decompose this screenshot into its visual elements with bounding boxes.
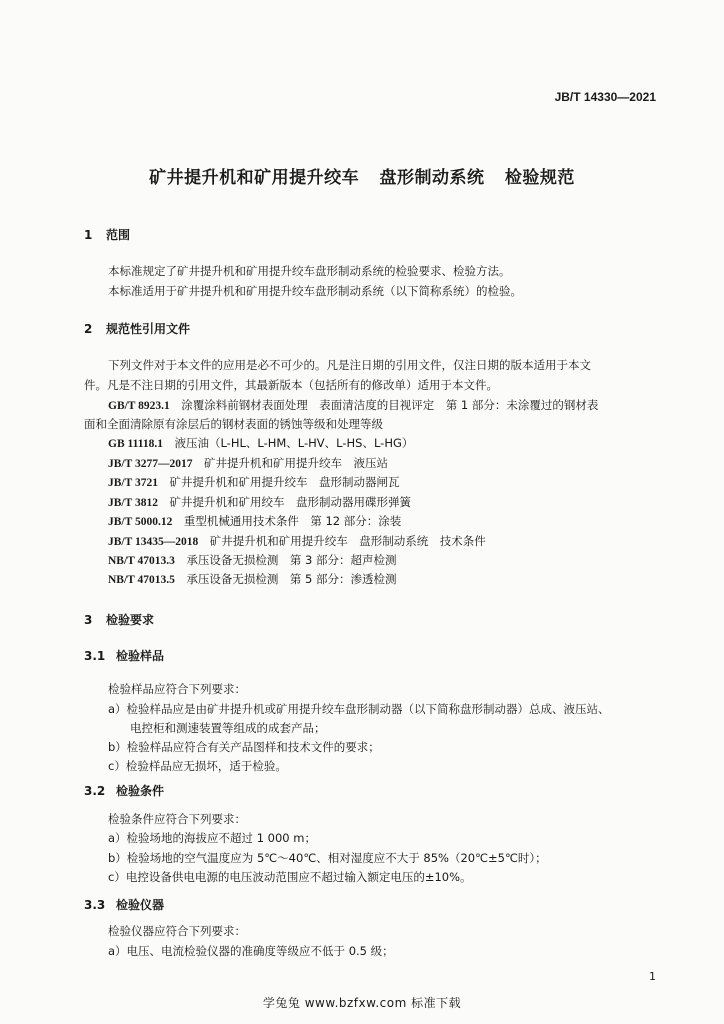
- reference-item: [108, 512, 401, 532]
- paragraph: 本标准规定了矿井提升机和矿用提升绞车盘形制动系统的检验要求、检验方法。: [108, 264, 511, 278]
- subsection-title: 检验样品: [116, 649, 165, 663]
- section-title: 范围: [106, 228, 131, 242]
- reference-item: [108, 473, 399, 493]
- reference-code: GB/T 8923.1: [108, 400, 170, 412]
- subsection-number: 3.3: [84, 898, 106, 912]
- subsection-number: 3.2: [84, 784, 106, 798]
- reference-item: [108, 454, 388, 474]
- reference-title: 矿井提升机和矿用提升绞车 液压站: [203, 456, 388, 470]
- subsection-title: 检验仪器: [116, 898, 165, 912]
- section-title: 检验要求: [106, 613, 155, 627]
- reference-code: JB/T 3721: [108, 477, 158, 489]
- reference-code: JB/T 13435—2018: [108, 536, 199, 548]
- reference-title: 面和全面清除原有涂层后的钢材表面的锈蚀等级和处理等级: [84, 417, 383, 431]
- subsection-title: 检验条件: [116, 784, 165, 798]
- paragraph: 检验样品应符合下列要求：: [108, 682, 246, 696]
- reference-code: NB/T 47013.3: [108, 555, 175, 567]
- reference-code: NB/T 47013.5: [108, 574, 175, 586]
- page-number: 1: [649, 970, 656, 983]
- list-item-c: c）检验样品应无损坏，适于检验。: [108, 759, 287, 773]
- reference-item: [108, 551, 397, 571]
- reference-code: GB 11118.1: [108, 438, 163, 450]
- reference-title: 矿井提升机和矿用提升绞车 盘形制动系统 技术条件: [209, 534, 486, 548]
- list-item-c: c）电控设备供电电源的电压波动范围应不超过输入额定电压的±10%。: [108, 870, 472, 884]
- paragraph: 下列文件对于本文件的应用是必不可少的。凡是注日期的引用文件，仅注日期的版本适用于本文: [108, 358, 591, 372]
- reference-item: [108, 434, 413, 454]
- reference-item: [108, 493, 411, 513]
- reference-code: JB/T 3812: [108, 497, 158, 509]
- paragraph: 检验仪器应符合下列要求：: [108, 924, 246, 938]
- reference-item: [108, 396, 598, 416]
- list-item-b: b）检验样品应符合有关产品图样和技术文件的要求；: [108, 740, 380, 754]
- subsection-3-1-heading: [84, 647, 164, 664]
- subsection-number: 3.1: [84, 649, 106, 663]
- reference-title: 矿井提升机和矿用提升绞车 盘形制动器闸瓦: [169, 475, 400, 489]
- reference-item: [84, 415, 383, 434]
- standard-number: JB/T 14330—2021: [554, 90, 656, 104]
- subsection-3-3-heading: [84, 896, 164, 913]
- reference-code: JB/T 5000.12: [108, 516, 173, 528]
- subsection-3-2-heading: [84, 782, 164, 799]
- list-item-a-continued: 电控柜和测速装置等组成的成套产品；: [130, 721, 326, 735]
- reference-title: 承压设备无损检测 第 5 部分：渗透检测: [186, 572, 397, 586]
- document-title: 矿井提升机和矿用提升绞车 盘形制动系统 检验规范: [149, 168, 575, 188]
- reference-item: [108, 532, 486, 552]
- list-item-a: a）检验样品应是由矿井提升机或矿用提升绞车盘形制动器（以下简称盘形制动器）总成、液压站、: [108, 702, 610, 716]
- section-2-heading: [84, 320, 190, 337]
- reference-title: 重型机械通用技术条件 第 12 部分：涂装: [183, 514, 402, 528]
- section-number: 1: [84, 228, 93, 242]
- reference-title: 矿井提升机和矿用绞车 盘形制动器用碟形弹簧: [169, 495, 411, 509]
- section-3-heading: [84, 611, 154, 628]
- list-item-b: b）检验场地的空气温度应为 5℃～40℃、相对湿度应不大于 85%（20℃±5℃时）；: [108, 851, 547, 865]
- reference-title: 液压油（L-HL、L-HM、L-HV、L-HS、L-HG）: [174, 436, 414, 450]
- footer-watermark: 学兔兔 www.bzfxw.com 标准下载: [262, 996, 462, 1010]
- list-item-a: a）电压、电流检验仪器的准确度等级应不低于 0.5 级；: [108, 944, 394, 958]
- reference-item: [108, 570, 397, 590]
- reference-title: 涂覆涂料前钢材表面处理 表面清洁度的目视评定 第 1 部分：未涂覆过的钢材表: [181, 398, 599, 412]
- reference-title: 承压设备无损检测 第 3 部分：超声检测: [186, 553, 397, 567]
- section-title: 规范性引用文件: [106, 322, 191, 336]
- paragraph: 本标准适用于矿井提升机和矿用提升绞车盘形制动系统（以下简称系统）的检验。: [108, 284, 522, 298]
- list-item-a: a）检验场地的海拔应不超过 1 000 m；: [108, 831, 316, 845]
- paragraph: 检验条件应符合下列要求：: [108, 812, 246, 826]
- paragraph: 件。凡是不注日期的引用文件，其最新版本（包括所有的修改单）适用于本文件。: [84, 378, 498, 392]
- section-1-heading: [84, 226, 130, 243]
- reference-code: JB/T 3277—2017: [108, 458, 193, 470]
- section-number: 2: [84, 322, 93, 336]
- section-number: 3: [84, 613, 93, 627]
